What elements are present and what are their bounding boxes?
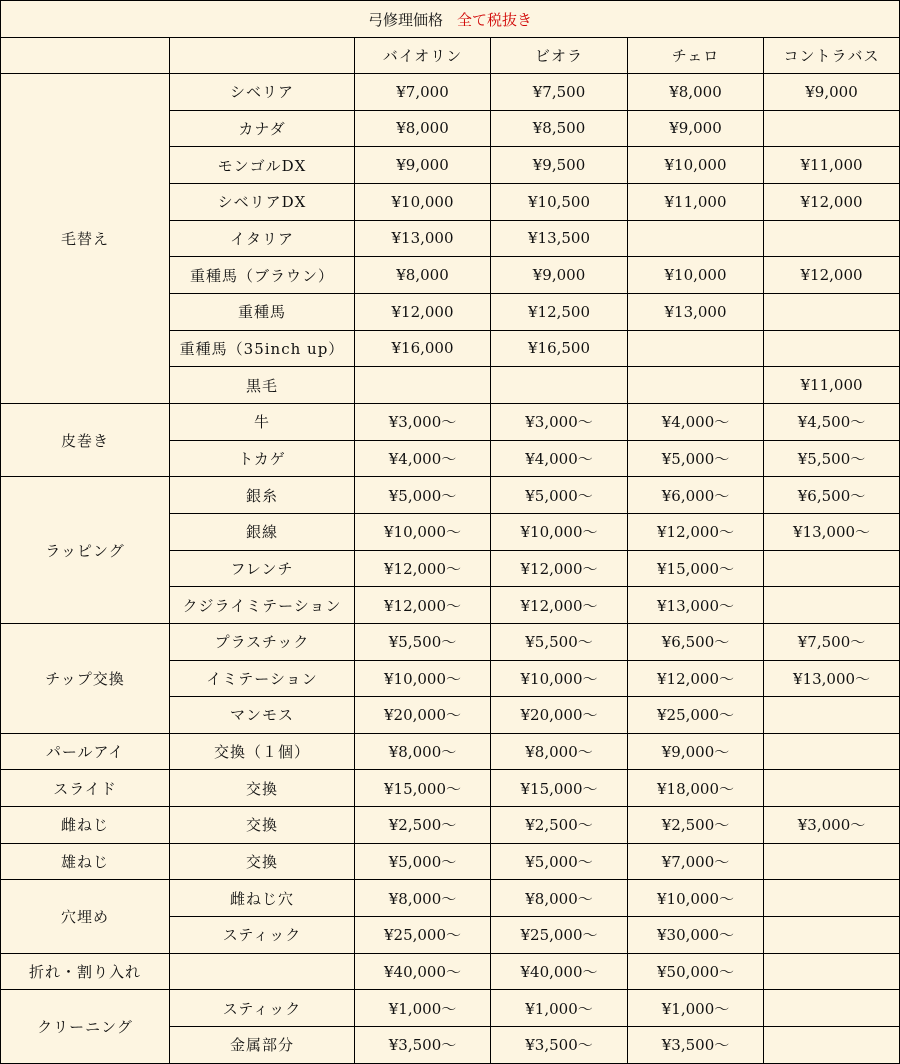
price-cell-violin: ¥8,000〜 xyxy=(355,880,491,917)
item-cell: スティック xyxy=(170,990,355,1027)
price-cell-violin: ¥5,000〜 xyxy=(355,477,491,514)
item-cell: 銀線 xyxy=(170,513,355,550)
price-cell-contrabass: ¥6,500〜 xyxy=(764,477,900,514)
price-cell-cello: ¥1,000〜 xyxy=(628,990,764,1027)
item-cell: プラスチック xyxy=(170,623,355,660)
title-row xyxy=(1,1,900,38)
item-cell: シベリアDX xyxy=(170,183,355,220)
price-cell-violin: ¥5,500〜 xyxy=(355,623,491,660)
price-cell-cello: ¥9,000 xyxy=(628,110,764,147)
category-cell: 雌ねじ xyxy=(1,807,170,844)
price-cell-violin: ¥20,000〜 xyxy=(355,697,491,734)
price-cell-violin: ¥3,500〜 xyxy=(355,1027,491,1064)
item-cell: 交換（１個） xyxy=(170,733,355,770)
header-item xyxy=(170,38,355,74)
item-cell: トカゲ xyxy=(170,440,355,477)
header-violin: バイオリン xyxy=(355,38,491,74)
price-cell-cello: ¥7,000〜 xyxy=(628,843,764,880)
item-cell xyxy=(170,953,355,990)
price-cell-contrabass xyxy=(764,293,900,330)
price-cell-contrabass xyxy=(764,917,900,954)
price-cell-viola: ¥5,000〜 xyxy=(491,477,628,514)
price-cell-contrabass: ¥11,000 xyxy=(764,147,900,184)
header-category xyxy=(1,38,170,74)
price-cell-cello: ¥30,000〜 xyxy=(628,917,764,954)
price-cell-violin xyxy=(355,367,491,404)
item-cell: 重種馬（ブラウン） xyxy=(170,257,355,294)
price-cell-viola: ¥8,500 xyxy=(491,110,628,147)
price-cell-viola: ¥9,000 xyxy=(491,257,628,294)
item-cell: カナダ xyxy=(170,110,355,147)
item-cell: 交換 xyxy=(170,807,355,844)
price-cell-cello: ¥6,000〜 xyxy=(628,477,764,514)
price-cell-cello: ¥15,000〜 xyxy=(628,550,764,587)
price-cell-violin: ¥8,000 xyxy=(355,110,491,147)
price-cell-contrabass: ¥4,500〜 xyxy=(764,403,900,440)
price-cell-cello: ¥12,000〜 xyxy=(628,660,764,697)
price-cell-cello: ¥18,000〜 xyxy=(628,770,764,807)
price-cell-violin: ¥10,000 xyxy=(355,183,491,220)
price-cell-contrabass: ¥12,000 xyxy=(764,257,900,294)
price-cell-violin: ¥9,000 xyxy=(355,147,491,184)
item-cell: モンゴルDX xyxy=(170,147,355,184)
table-row xyxy=(1,74,900,111)
item-cell: スティック xyxy=(170,917,355,954)
price-cell-violin: ¥12,000 xyxy=(355,293,491,330)
price-cell-cello: ¥10,000〜 xyxy=(628,880,764,917)
price-cell-cello: ¥11,000 xyxy=(628,183,764,220)
price-cell-contrabass xyxy=(764,587,900,624)
price-cell-cello: ¥13,000〜 xyxy=(628,587,764,624)
price-cell-cello: ¥2,500〜 xyxy=(628,807,764,844)
price-cell-contrabass: ¥3,000〜 xyxy=(764,807,900,844)
price-cell-violin: ¥5,000〜 xyxy=(355,843,491,880)
item-cell: 雌ねじ穴 xyxy=(170,880,355,917)
item-cell: 牛 xyxy=(170,403,355,440)
price-cell-viola: ¥40,000〜 xyxy=(491,953,628,990)
item-cell: 金属部分 xyxy=(170,1027,355,1064)
price-cell-contrabass xyxy=(764,1027,900,1064)
price-cell-contrabass xyxy=(764,550,900,587)
price-cell-cello: ¥12,000〜 xyxy=(628,513,764,550)
price-cell-violin: ¥25,000〜 xyxy=(355,917,491,954)
price-cell-viola: ¥8,000〜 xyxy=(491,880,628,917)
price-cell-cello: ¥10,000 xyxy=(628,147,764,184)
price-cell-viola: ¥3,000〜 xyxy=(491,403,628,440)
item-cell: クジライミテーション xyxy=(170,587,355,624)
price-cell-viola: ¥20,000〜 xyxy=(491,697,628,734)
category-cell: 毛替え xyxy=(1,74,170,404)
price-cell-violin: ¥16,000 xyxy=(355,330,491,367)
price-cell-violin: ¥40,000〜 xyxy=(355,953,491,990)
table-row xyxy=(1,623,900,660)
price-cell-violin: ¥12,000〜 xyxy=(355,587,491,624)
price-cell-contrabass xyxy=(764,953,900,990)
price-cell-viola: ¥12,000〜 xyxy=(491,587,628,624)
price-cell-contrabass: ¥7,500〜 xyxy=(764,623,900,660)
price-cell-contrabass xyxy=(764,880,900,917)
item-cell: マンモス xyxy=(170,697,355,734)
price-cell-cello: ¥6,500〜 xyxy=(628,623,764,660)
price-cell-viola: ¥1,000〜 xyxy=(491,990,628,1027)
price-cell-contrabass: ¥5,500〜 xyxy=(764,440,900,477)
price-cell-cello: ¥9,000〜 xyxy=(628,733,764,770)
category-cell: スライド xyxy=(1,770,170,807)
item-cell: 交換 xyxy=(170,770,355,807)
header-cello: チェロ xyxy=(628,38,764,74)
item-cell: イタリア xyxy=(170,220,355,257)
price-cell-contrabass xyxy=(764,330,900,367)
table-row xyxy=(1,733,900,770)
price-cell-viola: ¥7,500 xyxy=(491,74,628,111)
price-cell-viola: ¥4,000〜 xyxy=(491,440,628,477)
table-row xyxy=(1,880,900,917)
price-cell-violin: ¥12,000〜 xyxy=(355,550,491,587)
price-cell-cello: ¥13,000 xyxy=(628,293,764,330)
price-cell-contrabass xyxy=(764,220,900,257)
price-cell-cello: ¥4,000〜 xyxy=(628,403,764,440)
price-cell-viola: ¥25,000〜 xyxy=(491,917,628,954)
category-cell: パールアイ xyxy=(1,733,170,770)
price-cell-viola: ¥13,500 xyxy=(491,220,628,257)
price-cell-violin: ¥10,000〜 xyxy=(355,513,491,550)
header-viola: ビオラ xyxy=(491,38,628,74)
price-cell-contrabass xyxy=(764,843,900,880)
category-cell: 折れ・割り入れ xyxy=(1,953,170,990)
price-cell-viola: ¥16,500 xyxy=(491,330,628,367)
price-cell-violin: ¥4,000〜 xyxy=(355,440,491,477)
item-cell: イミテーション xyxy=(170,660,355,697)
table-row xyxy=(1,990,900,1027)
price-cell-viola: ¥10,000〜 xyxy=(491,513,628,550)
price-cell-viola: ¥12,500 xyxy=(491,293,628,330)
price-cell-contrabass xyxy=(764,770,900,807)
price-cell-cello xyxy=(628,220,764,257)
title-main: 弓修理価格 xyxy=(368,10,444,29)
price-cell-contrabass xyxy=(764,733,900,770)
price-cell-viola: ¥10,500 xyxy=(491,183,628,220)
item-cell: 重種馬（35inch up） xyxy=(170,330,355,367)
item-cell: 交換 xyxy=(170,843,355,880)
category-cell: ラッピング xyxy=(1,477,170,624)
category-cell: チップ交換 xyxy=(1,623,170,733)
price-cell-cello: ¥3,500〜 xyxy=(628,1027,764,1064)
price-cell-contrabass xyxy=(764,110,900,147)
price-cell-violin: ¥2,500〜 xyxy=(355,807,491,844)
category-cell: 皮巻き xyxy=(1,403,170,476)
price-cell-contrabass: ¥11,000 xyxy=(764,367,900,404)
price-cell-violin: ¥13,000 xyxy=(355,220,491,257)
price-cell-contrabass: ¥12,000 xyxy=(764,183,900,220)
table-row xyxy=(1,770,900,807)
item-cell: フレンチ xyxy=(170,550,355,587)
price-cell-violin: ¥7,000 xyxy=(355,74,491,111)
price-cell-cello: ¥50,000〜 xyxy=(628,953,764,990)
price-cell-viola: ¥15,000〜 xyxy=(491,770,628,807)
table-row xyxy=(1,953,900,990)
table-title xyxy=(1,1,900,38)
price-cell-violin: ¥1,000〜 xyxy=(355,990,491,1027)
price-cell-cello: ¥25,000〜 xyxy=(628,697,764,734)
table-body xyxy=(1,1,900,1064)
table-row xyxy=(1,403,900,440)
price-cell-viola xyxy=(491,367,628,404)
price-cell-viola: ¥9,500 xyxy=(491,147,628,184)
table-row xyxy=(1,477,900,514)
price-cell-viola: ¥3,500〜 xyxy=(491,1027,628,1064)
price-cell-viola: ¥5,500〜 xyxy=(491,623,628,660)
price-cell-violin: ¥8,000 xyxy=(355,257,491,294)
price-cell-cello: ¥8,000 xyxy=(628,74,764,111)
price-cell-violin: ¥3,000〜 xyxy=(355,403,491,440)
tax-note: 全て税抜き xyxy=(457,10,533,29)
price-cell-contrabass: ¥13,000〜 xyxy=(764,513,900,550)
price-cell-viola: ¥8,000〜 xyxy=(491,733,628,770)
price-cell-contrabass: ¥9,000 xyxy=(764,74,900,111)
table-row xyxy=(1,843,900,880)
item-cell: シベリア xyxy=(170,74,355,111)
table-row xyxy=(1,807,900,844)
header-row xyxy=(1,38,900,74)
item-cell: 黒毛 xyxy=(170,367,355,404)
price-cell-cello xyxy=(628,330,764,367)
price-cell-viola: ¥12,000〜 xyxy=(491,550,628,587)
item-cell: 銀糸 xyxy=(170,477,355,514)
price-cell-cello xyxy=(628,367,764,404)
price-cell-viola: ¥5,000〜 xyxy=(491,843,628,880)
price-cell-viola: ¥2,500〜 xyxy=(491,807,628,844)
category-cell: 穴埋め xyxy=(1,880,170,953)
price-cell-cello: ¥5,000〜 xyxy=(628,440,764,477)
price-cell-violin: ¥10,000〜 xyxy=(355,660,491,697)
price-cell-violin: ¥15,000〜 xyxy=(355,770,491,807)
category-cell: 雄ねじ xyxy=(1,843,170,880)
price-cell-cello: ¥10,000 xyxy=(628,257,764,294)
price-cell-contrabass: ¥13,000〜 xyxy=(764,660,900,697)
header-contrabass: コントラバス xyxy=(764,38,900,74)
price-cell-violin: ¥8,000〜 xyxy=(355,733,491,770)
item-cell: 重種馬 xyxy=(170,293,355,330)
price-cell-viola: ¥10,000〜 xyxy=(491,660,628,697)
price-cell-contrabass xyxy=(764,697,900,734)
price-cell-contrabass xyxy=(764,990,900,1027)
category-cell: クリーニング xyxy=(1,990,170,1063)
